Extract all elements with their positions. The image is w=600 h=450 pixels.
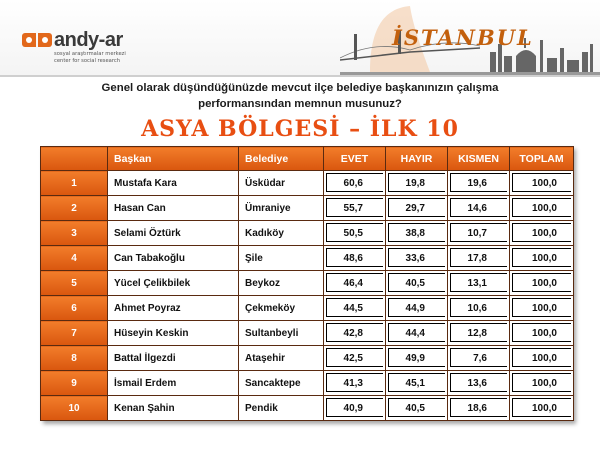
table-row	[41, 221, 574, 246]
mayor-name-cell: Can Tabakoğlu	[108, 246, 239, 271]
mayor-name-cell: Kenan Şahin	[108, 396, 239, 421]
page-title: ASYA BÖLGESİ – İLK 10	[141, 116, 459, 142]
municipality-cell: Beykoz	[239, 271, 324, 296]
no-percent-cell	[386, 321, 448, 346]
no-percent-cell	[386, 221, 448, 246]
header-yes: EVET	[324, 147, 386, 171]
table-row	[41, 271, 574, 296]
rank-cell: 10	[41, 396, 108, 421]
total-percent-cell	[510, 171, 574, 196]
percent-value: 19,8	[405, 177, 425, 189]
table-row	[41, 196, 574, 221]
percent-value: 100,0	[531, 202, 557, 214]
percent-value: 55,7	[343, 202, 363, 214]
yes-percent-cell	[324, 271, 386, 296]
header-rank	[41, 147, 108, 171]
percent-value: 100,0	[531, 377, 557, 389]
partly-percent-cell	[448, 321, 510, 346]
table-row	[41, 296, 574, 321]
table-row	[41, 371, 574, 396]
municipality-cell: Ataşehir	[239, 346, 324, 371]
rank-cell: 3	[41, 221, 108, 246]
percent-value: 12,8	[467, 327, 487, 339]
partly-percent-cell	[448, 221, 510, 246]
total-percent-cell	[510, 396, 574, 421]
percent-value: 17,8	[467, 252, 487, 264]
question-line-1: Genel olarak düşündüğünüzde mevcut ilçe belediye başkanınızın çalışma	[101, 82, 499, 94]
percent-value: 13,1	[467, 277, 487, 289]
results-table	[40, 146, 574, 421]
municipality-cell: Kadıköy	[239, 221, 324, 246]
percent-value: 45,1	[405, 377, 425, 389]
mayor-name-cell: Battal İlgezdi	[108, 346, 239, 371]
municipality-cell: Çekmeköy	[239, 296, 324, 321]
municipality-cell: Şile	[239, 246, 324, 271]
percent-value: 46,4	[343, 277, 363, 289]
percent-value: 100,0	[531, 352, 557, 364]
no-percent-cell	[386, 271, 448, 296]
total-percent-cell	[510, 296, 574, 321]
percent-value: 41,3	[343, 377, 363, 389]
partly-percent-cell	[448, 171, 510, 196]
percent-value: 42,5	[343, 352, 363, 364]
total-percent-cell	[510, 321, 574, 346]
percent-value: 44,5	[343, 302, 363, 314]
no-percent-cell	[386, 371, 448, 396]
municipality-cell: Üsküdar	[239, 171, 324, 196]
rank-cell: 9	[41, 371, 108, 396]
rank-cell: 6	[41, 296, 108, 321]
mayor-name-cell: Yücel Çelikbilek	[108, 271, 239, 296]
yes-percent-cell	[324, 371, 386, 396]
percent-value: 100,0	[531, 252, 557, 264]
total-percent-cell	[510, 271, 574, 296]
rank-cell: 7	[41, 321, 108, 346]
percent-value: 48,6	[343, 252, 363, 264]
rank-cell: 8	[41, 346, 108, 371]
survey-question	[60, 80, 540, 112]
percent-value: 33,6	[405, 252, 425, 264]
header-no: HAYIR	[386, 147, 448, 171]
partly-percent-cell	[448, 296, 510, 321]
percent-value: 100,0	[531, 402, 557, 414]
mayor-name-cell: Hasan Can	[108, 196, 239, 221]
percent-value: 40,9	[343, 402, 363, 414]
yes-percent-cell	[324, 396, 386, 421]
partly-percent-cell	[448, 371, 510, 396]
table-header-row	[41, 147, 574, 171]
municipality-cell: Sultanbeyli	[239, 321, 324, 346]
percent-value: 44,4	[405, 327, 425, 339]
header-partly: KISMEN	[448, 147, 510, 171]
percent-value: 7,6	[473, 352, 487, 364]
mayor-name-cell: Selami Öztürk	[108, 221, 239, 246]
partly-percent-cell	[448, 346, 510, 371]
percent-value: 44,9	[405, 302, 425, 314]
logo-name: andy-ar	[54, 29, 123, 51]
table-row	[41, 171, 574, 196]
table-row	[41, 246, 574, 271]
percent-value: 100,0	[531, 177, 557, 189]
percent-value: 60,6	[343, 177, 363, 189]
header-banner	[0, 0, 600, 75]
percent-value: 18,6	[467, 402, 487, 414]
logo-mark-icon	[22, 33, 52, 47]
percent-value: 50,5	[343, 227, 363, 239]
percent-value: 13,6	[467, 377, 487, 389]
percent-value: 10,7	[467, 227, 487, 239]
header-divider	[0, 75, 600, 77]
mayor-name-cell: Hüseyin Keskin	[108, 321, 239, 346]
header-total: TOPLAM	[510, 147, 574, 171]
yes-percent-cell	[324, 221, 386, 246]
partly-percent-cell	[448, 271, 510, 296]
total-percent-cell	[510, 221, 574, 246]
logo-subtitle-2: center for social research	[54, 58, 121, 64]
percent-value: 19,6	[467, 177, 487, 189]
partly-percent-cell	[448, 196, 510, 221]
rank-cell: 4	[41, 246, 108, 271]
mayor-name-cell: Mustafa Kara	[108, 171, 239, 196]
no-percent-cell	[386, 246, 448, 271]
partly-percent-cell	[448, 246, 510, 271]
rank-cell: 2	[41, 196, 108, 221]
percent-value: 100,0	[531, 302, 557, 314]
rank-cell: 5	[41, 271, 108, 296]
yes-percent-cell	[324, 246, 386, 271]
total-percent-cell	[510, 371, 574, 396]
percent-value: 100,0	[531, 327, 557, 339]
no-percent-cell	[386, 296, 448, 321]
no-percent-cell	[386, 396, 448, 421]
header-mayor: Başkan	[108, 147, 239, 171]
table-row	[41, 321, 574, 346]
results-table-container	[40, 146, 573, 421]
municipality-cell: Ümraniye	[239, 196, 324, 221]
table-row	[41, 396, 574, 421]
percent-value: 100,0	[531, 227, 557, 239]
total-percent-cell	[510, 246, 574, 271]
total-percent-cell	[510, 346, 574, 371]
percent-value: 38,8	[405, 227, 425, 239]
yes-percent-cell	[324, 321, 386, 346]
municipality-cell: Sancaktepe	[239, 371, 324, 396]
no-percent-cell	[386, 346, 448, 371]
table-body	[41, 171, 574, 421]
percent-value: 40,5	[405, 402, 425, 414]
percent-value: 14,6	[467, 202, 487, 214]
logo-subtitle-1: sosyal araştırmalar merkezi	[54, 51, 126, 57]
rank-cell: 1	[41, 171, 108, 196]
question-line-2: performansından memnun musunuz?	[198, 98, 402, 110]
yes-percent-cell	[324, 346, 386, 371]
yes-percent-cell	[324, 196, 386, 221]
percent-value: 42,8	[343, 327, 363, 339]
yes-percent-cell	[324, 171, 386, 196]
yes-percent-cell	[324, 296, 386, 321]
table-row	[41, 346, 574, 371]
no-percent-cell	[386, 196, 448, 221]
header-municipality: Belediye	[239, 147, 324, 171]
header-city-title: İSTANBUL	[392, 25, 534, 50]
mayor-name-cell: İsmail Erdem	[108, 371, 239, 396]
partly-percent-cell	[448, 396, 510, 421]
percent-value: 40,5	[405, 277, 425, 289]
logo	[22, 30, 126, 64]
percent-value: 10,6	[467, 302, 487, 314]
percent-value: 100,0	[531, 277, 557, 289]
no-percent-cell	[386, 171, 448, 196]
municipality-cell: Pendik	[239, 396, 324, 421]
mayor-name-cell: Ahmet Poyraz	[108, 296, 239, 321]
percent-value: 49,9	[405, 352, 425, 364]
total-percent-cell	[510, 196, 574, 221]
percent-value: 29,7	[405, 202, 425, 214]
